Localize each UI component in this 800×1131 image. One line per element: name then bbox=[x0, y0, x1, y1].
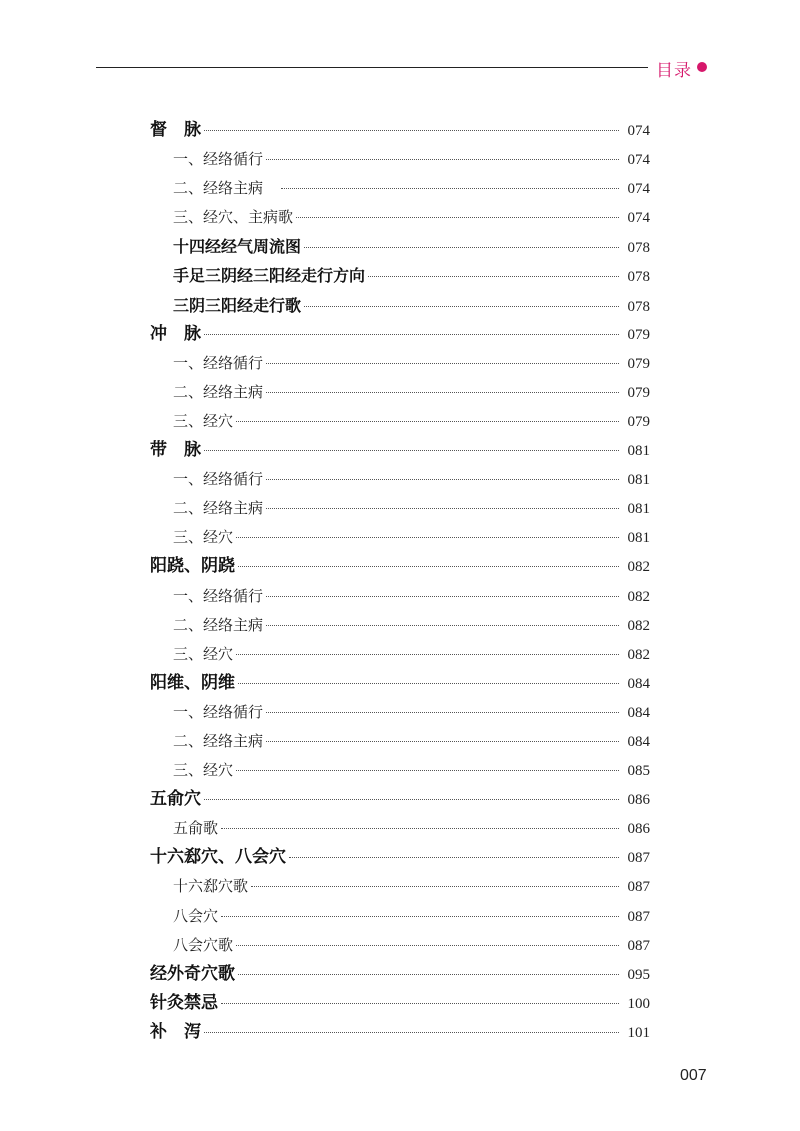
toc-entry-title: 二、经络主病 bbox=[173, 731, 264, 750]
dot-leader bbox=[236, 421, 619, 422]
toc-entry-title: 一、经络循行 bbox=[173, 470, 264, 489]
toc-chapter-entry[interactable] bbox=[150, 989, 650, 1018]
dot-leader bbox=[236, 945, 619, 946]
table-of-contents bbox=[150, 116, 650, 1047]
toc-entry-title: 阳跷、阴跷 bbox=[150, 556, 235, 577]
dot-leader bbox=[304, 247, 619, 248]
dot-leader bbox=[204, 1032, 619, 1033]
toc-entry-page: 087 bbox=[627, 879, 650, 896]
toc-entry-page: 079 bbox=[627, 326, 650, 343]
toc-entry-title: 二、经络主病 bbox=[173, 382, 264, 401]
toc-entry-page: 084 bbox=[627, 675, 650, 692]
toc-entry-page: 081 bbox=[627, 472, 650, 489]
dot-leader bbox=[236, 537, 619, 538]
dot-leader bbox=[221, 1003, 619, 1004]
toc-entry-title: 一、经络循行 bbox=[173, 150, 264, 169]
toc-entry-page: 087 bbox=[627, 850, 650, 867]
toc-chapter-entry[interactable] bbox=[150, 1018, 650, 1047]
toc-section-entry[interactable] bbox=[150, 756, 650, 785]
toc-section-entry[interactable] bbox=[150, 523, 650, 552]
dot-leader bbox=[266, 159, 619, 160]
toc-entry-page: 082 bbox=[627, 559, 650, 576]
toc-entry-page: 084 bbox=[627, 733, 650, 750]
toc-entry-title: 十四经经气周流图 bbox=[173, 237, 302, 257]
toc-section-entry[interactable] bbox=[150, 261, 650, 290]
toc-entry-page: 087 bbox=[627, 908, 650, 925]
toc-chapter-entry[interactable] bbox=[150, 669, 650, 698]
toc-section-entry[interactable] bbox=[150, 611, 650, 640]
toc-section-entry[interactable] bbox=[150, 814, 650, 843]
toc-entry-page: 081 bbox=[627, 530, 650, 547]
toc-entry-page: 086 bbox=[627, 792, 650, 809]
toc-entry-title: 三、经穴 bbox=[173, 411, 234, 430]
dot-leader bbox=[304, 306, 619, 307]
dot-leader bbox=[266, 625, 619, 626]
toc-entry-page: 074 bbox=[627, 123, 650, 139]
toc-entry-page: 086 bbox=[627, 821, 650, 838]
dot-leader bbox=[368, 276, 619, 277]
toc-entry-page: 081 bbox=[627, 501, 650, 518]
toc-entry-page: 095 bbox=[627, 966, 650, 983]
toc-chapter-entry[interactable] bbox=[150, 843, 650, 872]
toc-entry-title: 三、经穴 bbox=[173, 644, 234, 663]
dot-leader bbox=[238, 683, 619, 684]
dot-leader bbox=[204, 799, 619, 800]
toc-section-entry[interactable] bbox=[150, 494, 650, 523]
dot-leader bbox=[266, 596, 619, 597]
toc-entry-title: 三、经穴 bbox=[173, 761, 234, 780]
toc-entry-page: 101 bbox=[627, 1024, 650, 1041]
dot-leader bbox=[266, 508, 619, 509]
dot-leader bbox=[266, 363, 619, 364]
dot-leader bbox=[236, 770, 619, 771]
toc-entry-page: 079 bbox=[627, 355, 650, 372]
toc-section-entry[interactable] bbox=[150, 232, 650, 261]
toc-entry-title: 二、经络主病 bbox=[173, 615, 264, 634]
dot-leader bbox=[238, 566, 619, 567]
toc-section-entry[interactable] bbox=[150, 902, 650, 931]
dot-leader bbox=[266, 479, 619, 480]
dot-leader bbox=[204, 334, 619, 335]
toc-section-entry[interactable] bbox=[150, 407, 650, 436]
toc-chapter-entry[interactable] bbox=[150, 116, 650, 145]
toc-section-entry[interactable] bbox=[150, 291, 650, 320]
toc-entry-title: 一、经络循行 bbox=[173, 702, 264, 721]
toc-entry-title: 八会穴 bbox=[173, 906, 219, 925]
toc-entry-title: 带 脉 bbox=[150, 440, 201, 461]
dot-leader bbox=[204, 130, 619, 131]
toc-chapter-entry[interactable] bbox=[150, 552, 650, 581]
toc-entry-title: 针灸禁忌 bbox=[150, 992, 218, 1013]
toc-entry-title: 三、经穴 bbox=[173, 528, 234, 547]
toc-section-entry[interactable] bbox=[150, 872, 650, 901]
toc-section-entry[interactable] bbox=[150, 640, 650, 669]
toc-entry-title: 二、经络主病 bbox=[173, 499, 264, 518]
toc-section-entry[interactable] bbox=[150, 582, 650, 611]
dot-leader bbox=[296, 217, 619, 218]
toc-entry-title: 一、经络循行 bbox=[173, 353, 264, 372]
toc-section-entry[interactable] bbox=[150, 174, 650, 203]
toc-section-entry[interactable] bbox=[150, 378, 650, 407]
toc-entry-page: 074 bbox=[627, 152, 650, 169]
toc-section-entry[interactable] bbox=[150, 698, 650, 727]
dot-leader bbox=[236, 654, 619, 655]
toc-entry-title: 一、经络循行 bbox=[173, 586, 264, 605]
toc-entry-page: 082 bbox=[627, 617, 650, 634]
toc-entry-page: 079 bbox=[627, 384, 650, 401]
toc-entry-page: 082 bbox=[627, 646, 650, 663]
toc-entry-title: 五俞歌 bbox=[173, 819, 219, 838]
page-number: 007 bbox=[680, 1067, 707, 1084]
dot-leader bbox=[221, 828, 619, 829]
bullet-dot-icon bbox=[697, 62, 707, 72]
toc-entry-page: 079 bbox=[627, 413, 650, 430]
dot-leader bbox=[281, 188, 619, 189]
toc-chapter-entry[interactable] bbox=[150, 960, 650, 989]
toc-entry-title: 补 泻 bbox=[150, 1021, 201, 1042]
toc-section-entry[interactable] bbox=[150, 727, 650, 756]
toc-chapter-entry[interactable] bbox=[150, 436, 650, 465]
toc-entry-page: 074 bbox=[627, 210, 650, 227]
toc-entry-title: 十六郄穴、八会穴 bbox=[150, 847, 286, 868]
toc-entry-page: 082 bbox=[627, 588, 650, 605]
dot-leader bbox=[266, 392, 619, 393]
toc-entry-page: 081 bbox=[627, 443, 650, 460]
dot-leader bbox=[266, 741, 619, 742]
toc-entry-page: 078 bbox=[627, 269, 650, 286]
toc-entry-title: 冲 脉 bbox=[150, 323, 201, 344]
toc-entry-title: 八会穴歌 bbox=[173, 935, 234, 954]
toc-entry-title: 督 脉 bbox=[150, 120, 201, 140]
dot-leader bbox=[251, 886, 619, 887]
toc-entry-page: 074 bbox=[627, 181, 650, 198]
toc-entry-title: 经外奇穴歌 bbox=[150, 963, 235, 984]
toc-section-entry[interactable] bbox=[150, 931, 650, 960]
toc-entry-page: 085 bbox=[627, 763, 650, 780]
dot-leader bbox=[204, 450, 619, 451]
header-section-title: 目录 bbox=[656, 61, 692, 81]
toc-entry-title: 阳维、阴维 bbox=[150, 672, 235, 693]
dot-leader bbox=[221, 916, 619, 917]
toc-entry-title: 手足三阴经三阳经走行方向 bbox=[173, 266, 366, 286]
toc-entry-title: 十六郄穴歌 bbox=[173, 877, 249, 896]
toc-section-entry[interactable] bbox=[150, 349, 650, 378]
header-rule bbox=[96, 67, 648, 68]
toc-chapter-entry[interactable] bbox=[150, 785, 650, 814]
dot-leader bbox=[266, 712, 619, 713]
toc-entry-title: 三、经穴、主病歌 bbox=[173, 208, 294, 227]
toc-entry-page: 100 bbox=[627, 995, 650, 1012]
toc-chapter-entry[interactable] bbox=[150, 320, 650, 349]
dot-leader bbox=[238, 974, 619, 975]
toc-entry-page: 087 bbox=[627, 937, 650, 954]
toc-entry-title: 二、经络主病 bbox=[173, 179, 279, 198]
toc-entry-title: 五俞穴 bbox=[150, 789, 201, 810]
dot-leader bbox=[289, 857, 619, 858]
toc-section-entry[interactable] bbox=[150, 145, 650, 174]
toc-entry-page: 084 bbox=[627, 704, 650, 721]
toc-section-entry[interactable] bbox=[150, 465, 650, 494]
toc-entry-page: 078 bbox=[627, 298, 650, 315]
toc-section-entry[interactable] bbox=[150, 203, 650, 232]
toc-entry-title: 三阴三阳经走行歌 bbox=[173, 295, 302, 315]
toc-entry-page: 078 bbox=[627, 240, 650, 257]
